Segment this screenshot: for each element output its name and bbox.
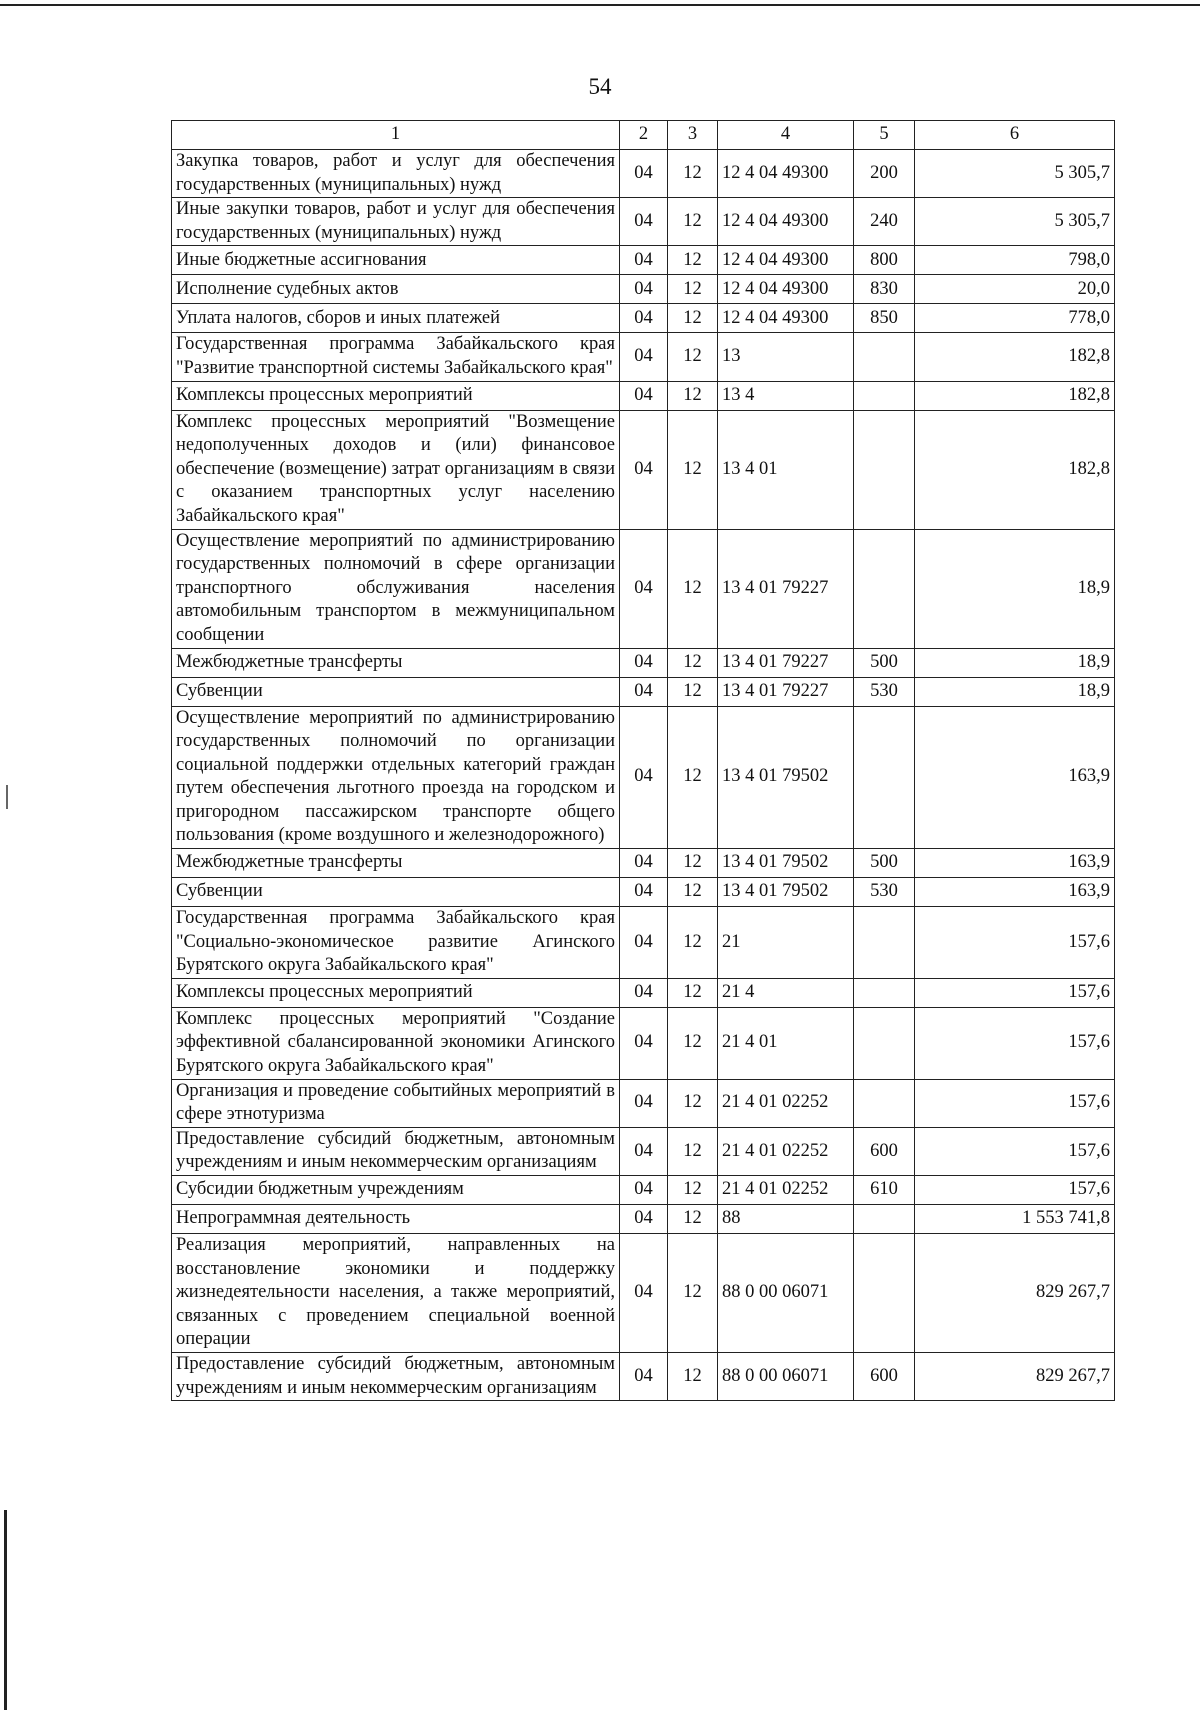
row-section: 04 (620, 706, 668, 849)
row-amount: 18,9 (915, 677, 1115, 706)
table-row (172, 849, 1115, 878)
row-name: Иные бюджетные ассигнования (172, 246, 620, 275)
row-subsection: 12 (668, 1205, 718, 1234)
row-expense-type (854, 978, 915, 1007)
row-subsection: 12 (668, 849, 718, 878)
table-row (172, 275, 1115, 304)
row-name: Закупка товаров, работ и услуг для обеспечения государственных (муниципальных) нужд (172, 150, 620, 198)
row-subsection: 12 (668, 1234, 718, 1353)
row-subsection: 12 (668, 275, 718, 304)
row-target-article: 21 4 01 02252 (718, 1176, 854, 1205)
row-subsection: 12 (668, 333, 718, 381)
row-target-article: 13 4 01 (718, 410, 854, 529)
table-row (172, 1205, 1115, 1234)
table-row (172, 1234, 1115, 1353)
row-expense-type: 850 (854, 304, 915, 333)
row-subsection: 12 (668, 304, 718, 333)
row-subsection: 12 (668, 1127, 718, 1175)
row-name: Государственная программа Забайкальского края "Социально-экономическое развитие Агинского Бурятского округа Забайкальского края" (172, 907, 620, 979)
row-amount: 778,0 (915, 304, 1115, 333)
row-expense-type: 600 (854, 1127, 915, 1175)
row-name: Реализация мероприятий, направленных на восстановление экономики и поддержку жизнедеятельности населения, а также мероприятий, связанных с проведением специальной военной операции (172, 1234, 620, 1353)
row-section: 04 (620, 246, 668, 275)
header-col-6: 6 (915, 121, 1115, 150)
row-amount: 182,8 (915, 410, 1115, 529)
row-subsection: 12 (668, 1007, 718, 1079)
row-target-article: 21 4 01 02252 (718, 1079, 854, 1127)
table-row (172, 1007, 1115, 1079)
row-target-article: 21 4 01 02252 (718, 1127, 854, 1175)
row-section: 04 (620, 381, 668, 410)
row-target-article: 12 4 04 49300 (718, 198, 854, 246)
row-name: Исполнение судебных актов (172, 275, 620, 304)
row-expense-type: 600 (854, 1352, 915, 1400)
row-target-article: 88 0 00 06071 (718, 1234, 854, 1353)
row-amount: 163,9 (915, 878, 1115, 907)
row-expense-type: 530 (854, 677, 915, 706)
row-expense-type (854, 1079, 915, 1127)
row-section: 04 (620, 529, 668, 648)
table-row (172, 878, 1115, 907)
row-section: 04 (620, 1007, 668, 1079)
row-target-article: 13 4 01 79227 (718, 677, 854, 706)
row-section: 04 (620, 1079, 668, 1127)
row-section: 04 (620, 150, 668, 198)
row-amount: 157,6 (915, 1176, 1115, 1205)
row-section: 04 (620, 1176, 668, 1205)
header-col-1: 1 (172, 121, 620, 150)
table-header-row (172, 121, 1115, 150)
row-section: 04 (620, 1352, 668, 1400)
row-section: 04 (620, 1234, 668, 1353)
row-amount: 157,6 (915, 1127, 1115, 1175)
row-name: Непрограммная деятельность (172, 1205, 620, 1234)
row-section: 04 (620, 333, 668, 381)
row-name: Комплекс процессных мероприятий "Создание эффективной сбалансированной экономики Агинского Бурятского округа Забайкальского края" (172, 1007, 620, 1079)
row-amount: 157,6 (915, 907, 1115, 979)
row-target-article: 12 4 04 49300 (718, 275, 854, 304)
row-target-article: 88 0 00 06071 (718, 1352, 854, 1400)
row-target-article: 21 4 (718, 978, 854, 1007)
row-subsection: 12 (668, 198, 718, 246)
row-section: 04 (620, 1205, 668, 1234)
row-amount: 18,9 (915, 648, 1115, 677)
table-row (172, 1079, 1115, 1127)
row-target-article: 21 (718, 907, 854, 979)
row-amount: 829 267,7 (915, 1352, 1115, 1400)
row-section: 04 (620, 677, 668, 706)
row-section: 04 (620, 648, 668, 677)
row-name: Субсидии бюджетным учреждениям (172, 1176, 620, 1205)
row-section: 04 (620, 198, 668, 246)
row-amount: 1 553 741,8 (915, 1205, 1115, 1234)
table-row (172, 304, 1115, 333)
row-target-article: 21 4 01 (718, 1007, 854, 1079)
row-section: 04 (620, 978, 668, 1007)
row-amount: 157,6 (915, 1007, 1115, 1079)
row-target-article: 12 4 04 49300 (718, 304, 854, 333)
row-section: 04 (620, 275, 668, 304)
row-name: Иные закупки товаров, работ и услуг для обеспечения государственных (муниципальных) нужд (172, 198, 620, 246)
row-expense-type (854, 1205, 915, 1234)
table-row (172, 246, 1115, 275)
row-amount: 157,6 (915, 978, 1115, 1007)
row-amount: 5 305,7 (915, 150, 1115, 198)
row-amount: 20,0 (915, 275, 1115, 304)
table-row (172, 1176, 1115, 1205)
table-row (172, 333, 1115, 381)
row-subsection: 12 (668, 150, 718, 198)
row-target-article: 13 4 (718, 381, 854, 410)
row-amount: 157,6 (915, 1079, 1115, 1127)
row-subsection: 12 (668, 677, 718, 706)
row-subsection: 12 (668, 648, 718, 677)
row-expense-type: 610 (854, 1176, 915, 1205)
row-expense-type (854, 1007, 915, 1079)
row-amount: 798,0 (915, 246, 1115, 275)
row-name: Субвенции (172, 878, 620, 907)
row-section: 04 (620, 410, 668, 529)
row-amount: 182,8 (915, 381, 1115, 410)
row-name: Осуществление мероприятий по администрированию государственных полномочий по организации социальной поддержки отдельных категорий граждан путем обеспечения льготного проезда на городском и пригородном пассажирском транспорте общего пользования (кроме воздушного и железнодорожного) (172, 706, 620, 849)
row-name: Организация и проведение событийных мероприятий в сфере этнотуризма (172, 1079, 620, 1127)
row-subsection: 12 (668, 878, 718, 907)
table-row (172, 381, 1115, 410)
row-expense-type: 500 (854, 849, 915, 878)
row-subsection: 12 (668, 1079, 718, 1127)
scan-top-rule (0, 4, 1200, 6)
row-expense-type (854, 529, 915, 648)
row-amount: 163,9 (915, 706, 1115, 849)
table-row (172, 410, 1115, 529)
row-name: Межбюджетные трансферты (172, 849, 620, 878)
header-col-3: 3 (668, 121, 718, 150)
row-expense-type (854, 333, 915, 381)
row-amount: 18,9 (915, 529, 1115, 648)
row-subsection: 12 (668, 1176, 718, 1205)
row-expense-type (854, 907, 915, 979)
row-amount: 5 305,7 (915, 198, 1115, 246)
row-expense-type (854, 381, 915, 410)
row-expense-type: 530 (854, 878, 915, 907)
table-row (172, 1127, 1115, 1175)
row-name: Государственная программа Забайкальского края "Развитие транспортной системы Забайкальского края" (172, 333, 620, 381)
row-subsection: 12 (668, 1352, 718, 1400)
row-section: 04 (620, 304, 668, 333)
row-subsection: 12 (668, 529, 718, 648)
table-row (172, 150, 1115, 198)
row-name: Предоставление субсидий бюджетным, автономным учреждениям и иным некоммерческим организациям (172, 1352, 620, 1400)
row-target-article: 13 4 01 79502 (718, 849, 854, 878)
row-name: Комплексы процессных мероприятий (172, 381, 620, 410)
row-section: 04 (620, 849, 668, 878)
row-name: Комплексы процессных мероприятий (172, 978, 620, 1007)
row-expense-type (854, 410, 915, 529)
row-section: 04 (620, 1127, 668, 1175)
row-name: Субвенции (172, 677, 620, 706)
row-amount: 182,8 (915, 333, 1115, 381)
row-target-article: 12 4 04 49300 (718, 246, 854, 275)
row-subsection: 12 (668, 706, 718, 849)
table-row (172, 978, 1115, 1007)
row-amount: 163,9 (915, 849, 1115, 878)
row-expense-type: 500 (854, 648, 915, 677)
row-subsection: 12 (668, 381, 718, 410)
row-subsection: 12 (668, 410, 718, 529)
row-section: 04 (620, 878, 668, 907)
row-amount: 829 267,7 (915, 1234, 1115, 1353)
row-name: Предоставление субсидий бюджетным, автономным учреждениям и иным некоммерческим организациям (172, 1127, 620, 1175)
row-target-article: 13 (718, 333, 854, 381)
scan-margin-mark (6, 785, 8, 809)
table-row (172, 1352, 1115, 1400)
table-row (172, 907, 1115, 979)
row-target-article: 13 4 01 79502 (718, 706, 854, 849)
row-target-article: 88 (718, 1205, 854, 1234)
row-name: Комплекс процессных мероприятий "Возмещение недополученных доходов и (или) финансовое обеспечение (возмещение) затрат организациям в связи с оказанием транспортных услуг населению Забайкальского края" (172, 410, 620, 529)
page-number: 54 (588, 74, 612, 99)
table-row (172, 198, 1115, 246)
header-col-4: 4 (718, 121, 854, 150)
row-expense-type: 240 (854, 198, 915, 246)
row-target-article: 13 4 01 79227 (718, 529, 854, 648)
row-expense-type (854, 1234, 915, 1353)
row-target-article: 12 4 04 49300 (718, 150, 854, 198)
row-expense-type (854, 706, 915, 849)
row-expense-type: 830 (854, 275, 915, 304)
header-col-5: 5 (854, 121, 915, 150)
row-name: Уплата налогов, сборов и иных платежей (172, 304, 620, 333)
table-row (172, 706, 1115, 849)
row-target-article: 13 4 01 79502 (718, 878, 854, 907)
table-row (172, 529, 1115, 648)
header-col-2: 2 (620, 121, 668, 150)
table-row (172, 648, 1115, 677)
row-subsection: 12 (668, 978, 718, 1007)
row-expense-type: 200 (854, 150, 915, 198)
row-subsection: 12 (668, 907, 718, 979)
row-target-article: 13 4 01 79227 (718, 648, 854, 677)
row-subsection: 12 (668, 246, 718, 275)
row-name: Межбюджетные трансферты (172, 648, 620, 677)
row-expense-type: 800 (854, 246, 915, 275)
scan-margin-bar (4, 1510, 7, 1710)
table-row (172, 677, 1115, 706)
budget-table (171, 120, 1115, 1401)
row-section: 04 (620, 907, 668, 979)
row-name: Осуществление мероприятий по администрированию государственных полномочий в сфере организации транспортного обслуживания населения автомобильным транспортом в межмуниципальном сообщении (172, 529, 620, 648)
